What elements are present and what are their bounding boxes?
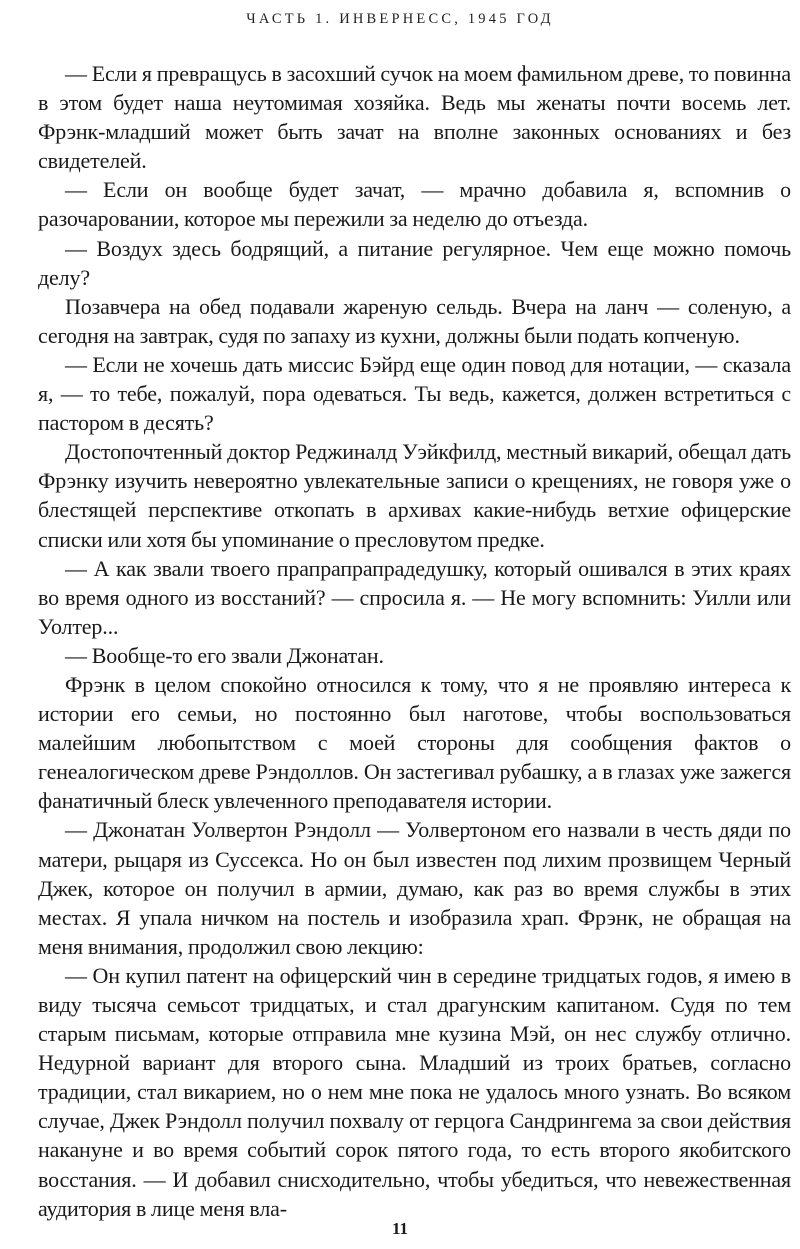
- paragraph: — Джонатан Уолвертон Рэндолл — Уолвертоном его назвали в честь дяди по матери, рыцаря из Суссекса. Но он был известен под лихим прозвищем Черный Джек, которое он получил в армии, думаю, как раз во время службы в этих местах. Я упала ничком на постель и изобразила храп. Фрэнк, не обращая на меня внимания, продолжил свою лекцию:: [38, 817, 791, 959]
- paragraph: Достопочтенный доктор Реджиналд Уэйкфилд, местный викарий, обещал дать Фрэнку изучить невероятно увлекательные записи о крещениях, не говоря уже о блестящей перспективе откопать в архивах какие-нибудь ветхие офицерские списки или хотя бы упоминание о пресловутом предке.: [38, 439, 791, 552]
- paragraph: — Воздух здесь бодрящий, а питание регулярное. Чем еще можно помочь делу?: [38, 235, 791, 290]
- paragraph: — Если я превращусь в засохший сучок на моем фамильном древе, то повинна в этом будет наша неутомимая хозяйка. Ведь мы женаты почти восемь лет. Фрэнк-младший может быть зачат на вполне законных основаниях и без свидетелей.: [38, 61, 791, 174]
- paragraph: Позавчера на обед подавали жареную сельдь. Вчера на ланч — соленую, а сегодня на завтрак, судя по запаху из кухни, должны были подать копченую.: [38, 293, 791, 348]
- paragraph: — Он купил патент на офицерский чин в середине тридцатых годов, я имею в виду тысяча семьсот тридцатых, и стал драгунским капитаном. Судя по тем старым письмам, которые отправила мне кузина Мэй, он нес службу отлично. Недурной вариант для второго сына. Младший из троих братьев, согласно традиции, стал викарием, но о нем мне пока не удалось много узнать. Во всяком случае, Джек Рэндолл получил похвалу от герцога Сандрингема за свои действия накануне и во время событий сорок пятого года, то есть второго якобитского восстания. — И добавил снисходительно, чтобы убедиться, что невежественная аудитория в лице меня вла-: [38, 962, 791, 1221]
- paragraph: Фрэнк в целом спокойно относился к тому, что я не проявляю интереса к истории его семьи, но постоянно был наготове, чтобы воспользоваться малейшим любопытством с моей стороны для сообщения фактов о генеалогическом древе Рэндоллов. Он застегивал рубашку, а в глазах уже зажегся фанатичный блеск увлеченного преподавателя истории.: [38, 671, 791, 814]
- paragraph: — А как звали твоего прапрапрапрадедушку, который ошивался в этих краях во время одного из восстаний? — спросила я. — Не могу вспомнить: Уилли или Уолтер...: [38, 555, 791, 639]
- body-text: [38, 59, 791, 1223]
- page-number: 11: [391, 1219, 409, 1238]
- running-head: ЧАСТЬ 1. ИНВЕРНЕСС, 1945 ГОД: [246, 11, 554, 27]
- paragraph: — Если не хочешь дать миссис Бэйрд еще один повод для нотации, — сказала я, — то тебе, пожалуй, пора одеваться. Ты ведь, кажется, должен встретиться с пастором в десять?: [38, 351, 791, 436]
- paragraph: — Если он вообще будет зачат, — мрачно добавила я, вспомнив о разочаровании, которое мы пережили за неделю до отъезда.: [38, 177, 791, 232]
- paragraph: — Вообще-то его звали Джонатан.: [65, 642, 384, 668]
